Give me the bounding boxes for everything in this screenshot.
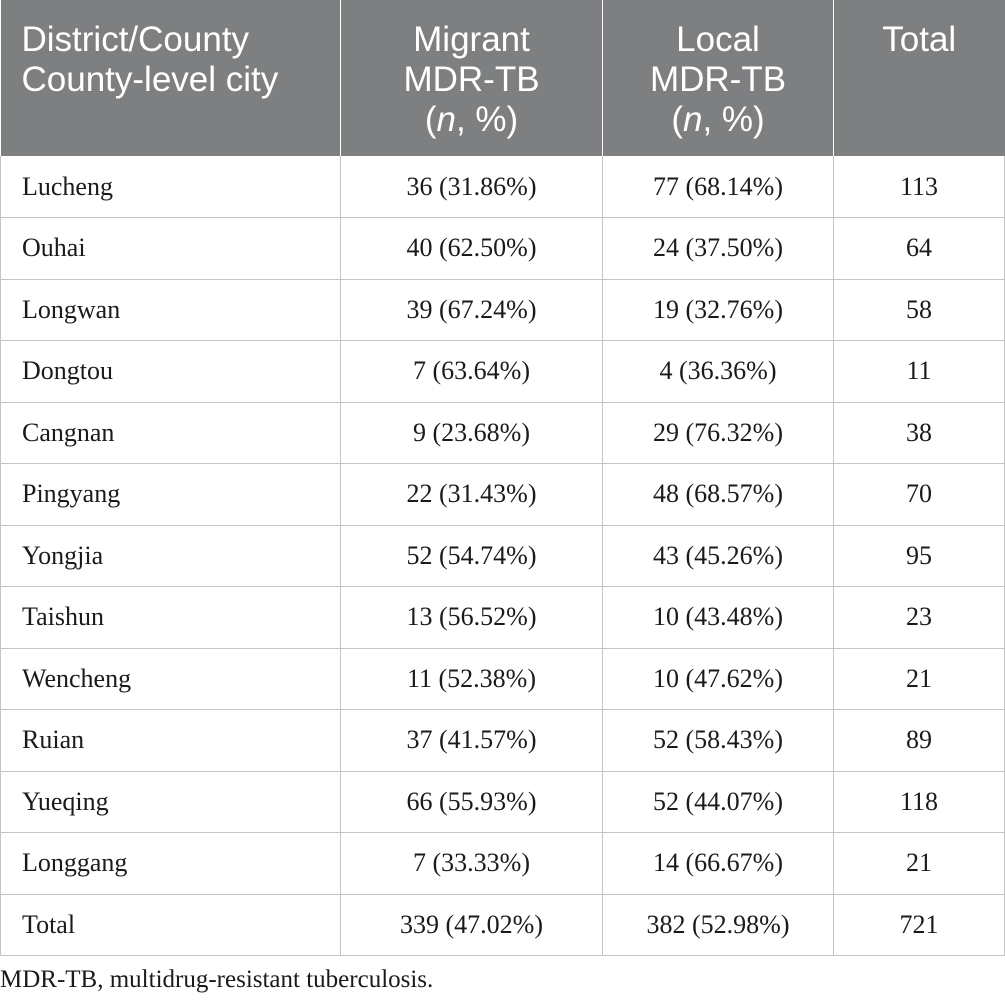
cell-total: 113	[834, 156, 1005, 218]
header-migrant-n: n	[436, 100, 456, 139]
cell-migrant: 339 (47.02%)	[341, 894, 603, 956]
table-row	[1, 402, 1005, 464]
cell-local: 29 (76.32%)	[603, 402, 834, 464]
cell-district: Taishun	[1, 587, 341, 649]
cell-district: Wencheng	[1, 648, 341, 710]
cell-district: Total	[1, 894, 341, 956]
table-row-total	[1, 894, 1005, 956]
cell-district: Cangnan	[1, 402, 341, 464]
cell-total: 64	[834, 218, 1005, 280]
table-row	[1, 341, 1005, 403]
header-migrant-line1: Migrant	[413, 20, 530, 59]
cell-migrant: 39 (67.24%)	[341, 279, 603, 341]
cell-local: 4 (36.36%)	[603, 341, 834, 403]
cell-district: Longgang	[1, 833, 341, 895]
cell-total: 21	[834, 833, 1005, 895]
cell-district: Lucheng	[1, 156, 341, 218]
cell-district: Pingyang	[1, 464, 341, 526]
cell-district: Yueqing	[1, 771, 341, 833]
header-district-line2: County-level city	[21, 60, 279, 99]
table-row	[1, 464, 1005, 526]
cell-migrant: 9 (23.68%)	[341, 402, 603, 464]
cell-local: 77 (68.14%)	[603, 156, 834, 218]
table-row	[1, 648, 1005, 710]
header-local-pct: , %)	[702, 100, 765, 139]
cell-local: 10 (47.62%)	[603, 648, 834, 710]
cell-migrant: 7 (63.64%)	[341, 341, 603, 403]
cell-total: 38	[834, 402, 1005, 464]
cell-local: 48 (68.57%)	[603, 464, 834, 526]
header-migrant-pct: , %)	[455, 100, 519, 139]
cell-district: Yongjia	[1, 525, 341, 587]
cell-local: 52 (58.43%)	[603, 710, 834, 772]
header-local-paren: (	[671, 100, 683, 139]
cell-total: 89	[834, 710, 1005, 772]
table-body	[1, 156, 1005, 956]
header-local-line2: MDR-TB	[649, 60, 787, 99]
header-migrant-paren: (	[424, 100, 437, 139]
table-row	[1, 771, 1005, 833]
table-row	[1, 525, 1005, 587]
cell-district: Longwan	[1, 279, 341, 341]
cell-district: Dongtou	[1, 341, 341, 403]
table-row	[1, 833, 1005, 895]
table-row	[1, 710, 1005, 772]
cell-local: 52 (44.07%)	[603, 771, 834, 833]
header-local-line3	[611, 100, 825, 140]
header-district-line1: District/County	[21, 20, 250, 59]
header-migrant	[341, 0, 603, 156]
header-local-n: n	[682, 100, 703, 139]
header-local-line1: Local	[676, 20, 760, 59]
cell-local: 14 (66.67%)	[603, 833, 834, 895]
table-row	[1, 279, 1005, 341]
cell-total: 58	[834, 279, 1005, 341]
cell-migrant: 36 (31.86%)	[341, 156, 603, 218]
header-migrant-line2: MDR-TB	[403, 60, 540, 99]
cell-migrant: 11 (52.38%)	[341, 648, 603, 710]
cell-local: 43 (45.26%)	[603, 525, 834, 587]
cell-local: 19 (32.76%)	[603, 279, 834, 341]
cell-total: 11	[834, 341, 1005, 403]
cell-migrant: 52 (54.74%)	[341, 525, 603, 587]
header-total-label: Total	[882, 20, 957, 59]
table-footnote: MDR-TB, multidrug-resistant tuberculosis.	[0, 966, 434, 993]
cell-local: 24 (37.50%)	[603, 218, 834, 280]
cell-migrant: 13 (56.52%)	[341, 587, 603, 649]
table-row	[1, 156, 1005, 218]
cell-migrant: 66 (55.93%)	[341, 771, 603, 833]
cell-migrant: 22 (31.43%)	[341, 464, 603, 526]
header-total	[834, 0, 1005, 156]
table-header	[1, 0, 1005, 156]
cell-district: Ouhai	[1, 218, 341, 280]
cell-local: 10 (43.48%)	[603, 587, 834, 649]
cell-total: 70	[834, 464, 1005, 526]
cell-total: 721	[834, 894, 1005, 956]
cell-migrant: 40 (62.50%)	[341, 218, 603, 280]
cell-total: 23	[834, 587, 1005, 649]
header-migrant-line3	[349, 100, 594, 140]
cell-migrant: 37 (41.57%)	[341, 710, 603, 772]
cell-district: Ruian	[1, 710, 341, 772]
cell-migrant: 7 (33.33%)	[341, 833, 603, 895]
header-district	[1, 0, 341, 156]
table-row	[1, 587, 1005, 649]
cell-total: 21	[834, 648, 1005, 710]
table-row	[1, 218, 1005, 280]
header-local	[603, 0, 834, 156]
cell-total: 95	[834, 525, 1005, 587]
cell-local: 382 (52.98%)	[603, 894, 834, 956]
cell-total: 118	[834, 771, 1005, 833]
